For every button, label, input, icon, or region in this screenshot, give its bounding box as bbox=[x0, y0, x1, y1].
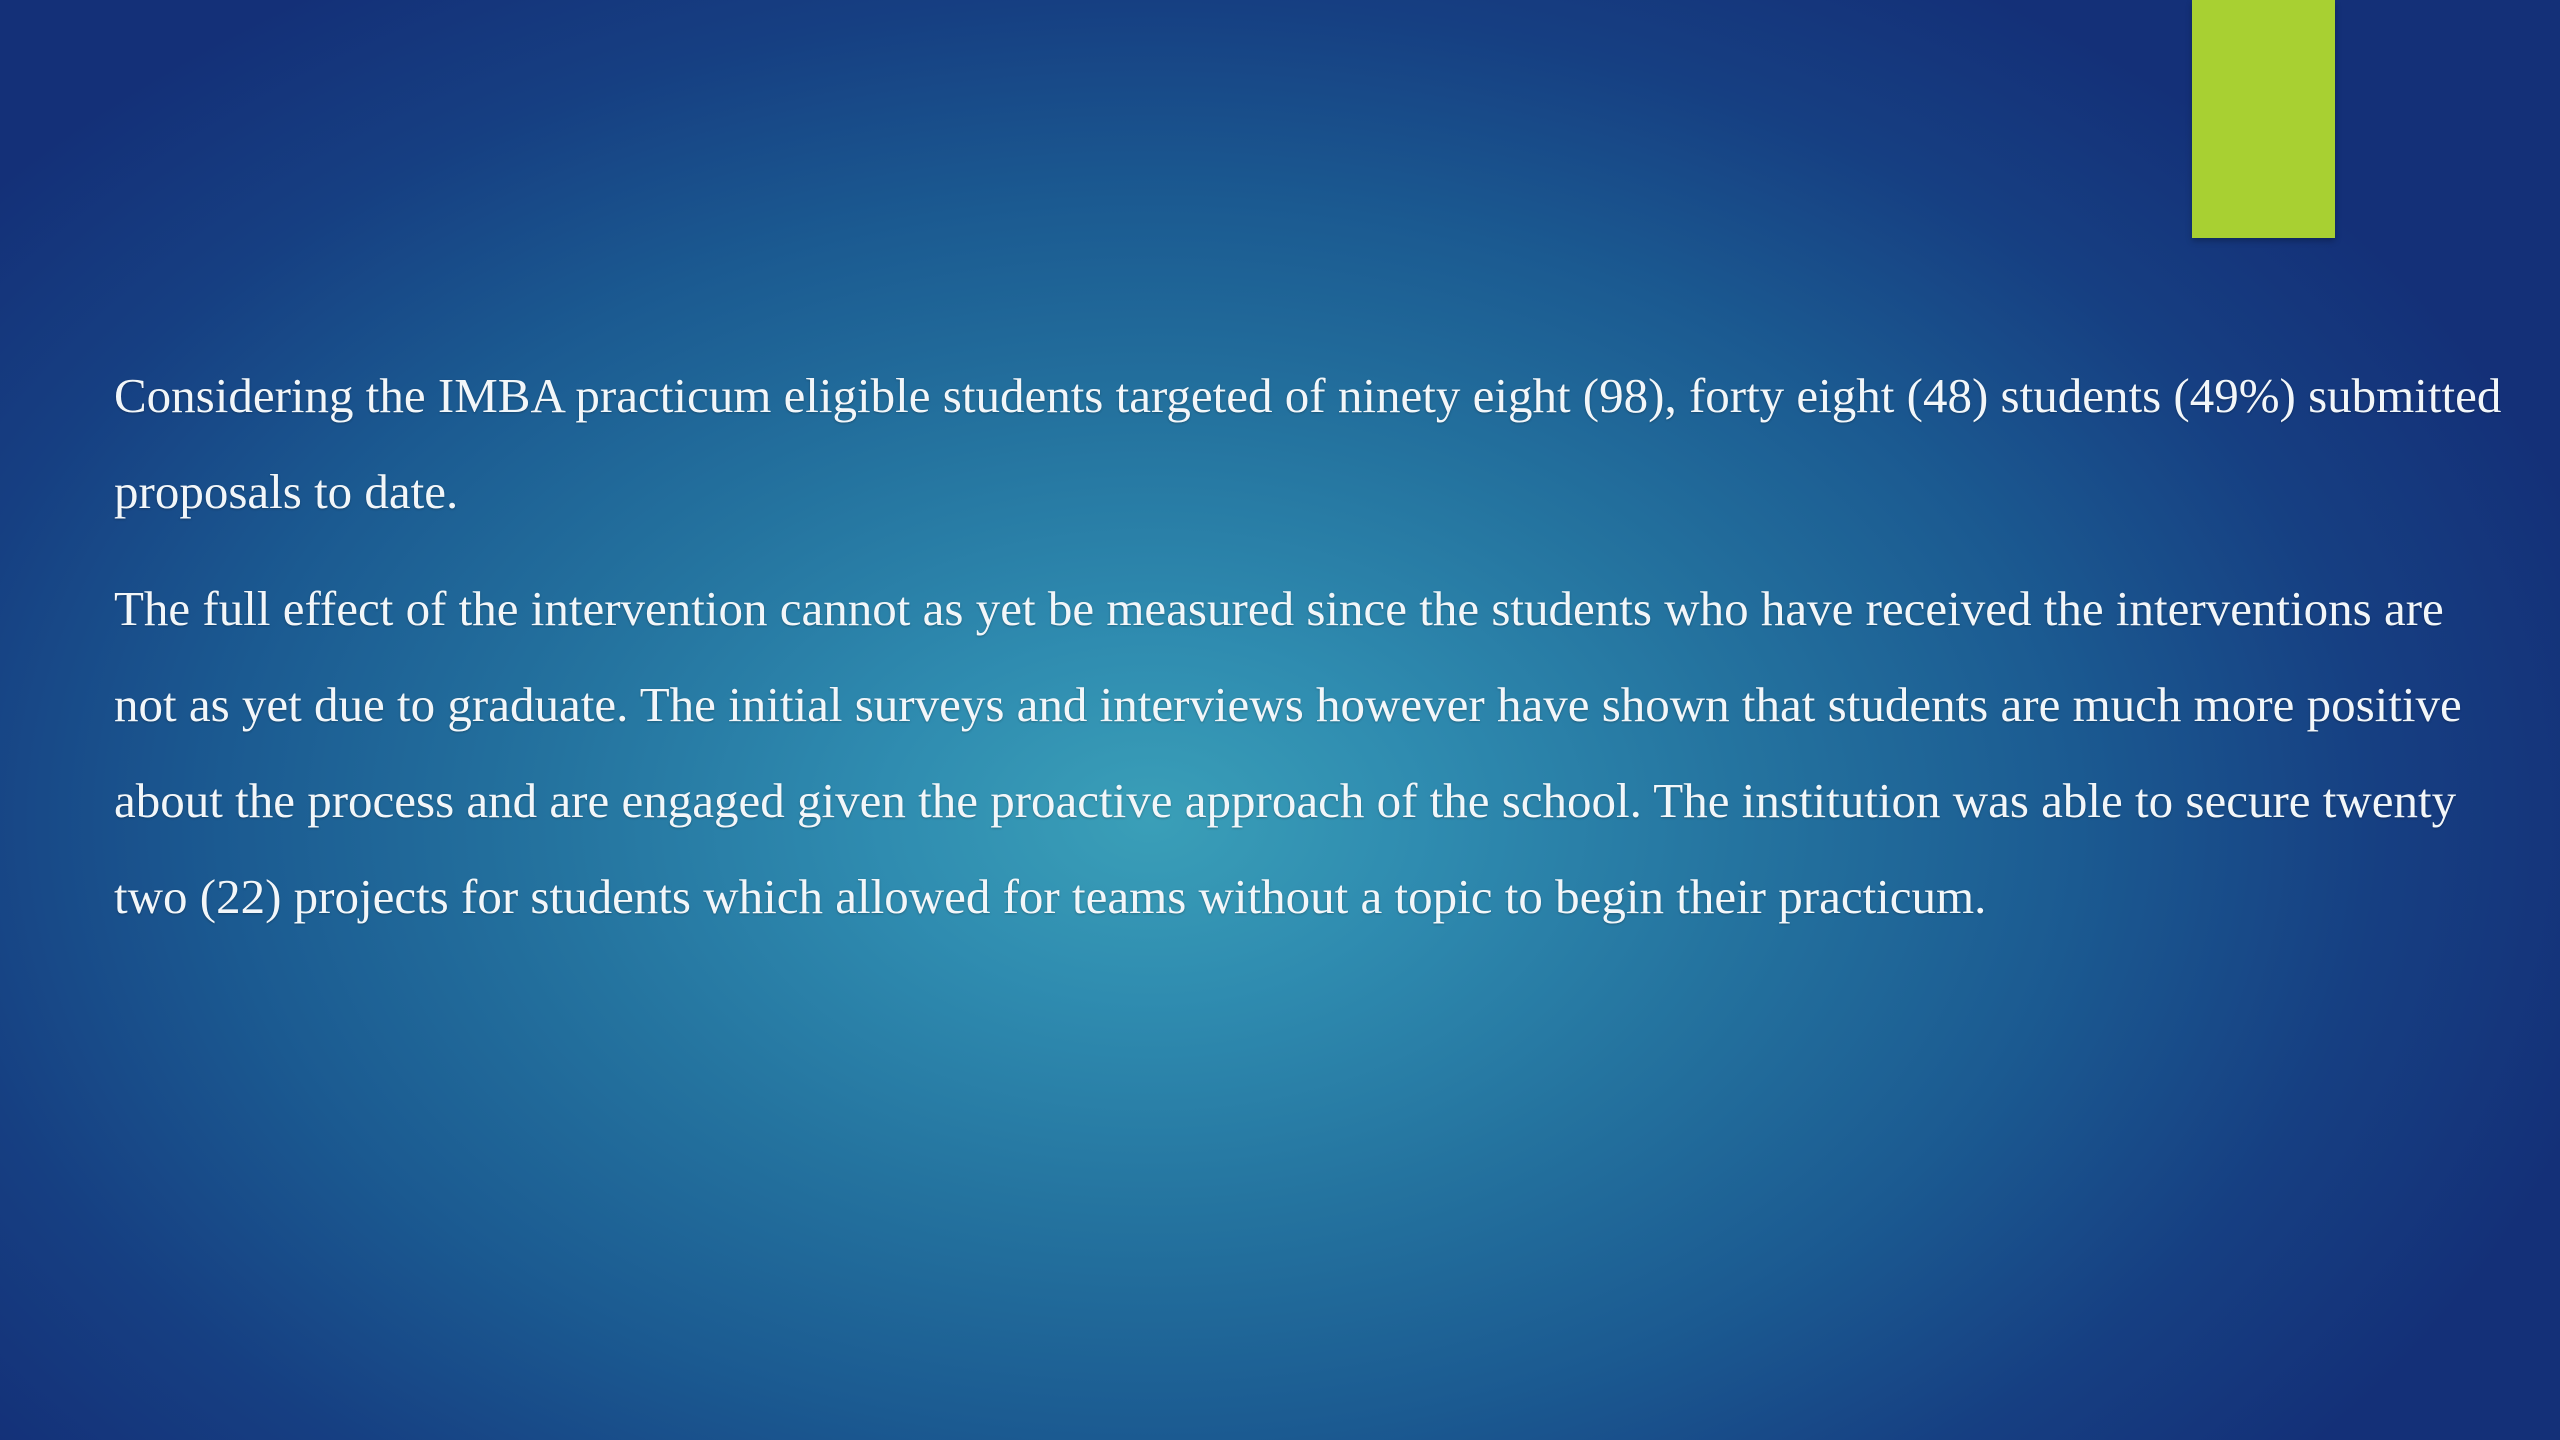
paragraph-intervention-effect: The full effect of the intervention cannot as yet be measured since the students who have received the interventions are not as yet due to graduate. The initial surveys and interviews however have shown that students are much more positive about the process and are engaged given the proactive approach of the school. The institution was able to secure twenty two (22) projects for students which allowed for teams without a topic to begin their practicum. bbox=[114, 581, 2462, 924]
slide-body bbox=[114, 348, 2504, 966]
accent-bar bbox=[2192, 0, 2335, 238]
paragraph-submissions: Considering the IMBA practicum eligible students targeted of ninety eight (98), forty eight (48) students (49%) submitted proposals to date. bbox=[114, 368, 2502, 519]
